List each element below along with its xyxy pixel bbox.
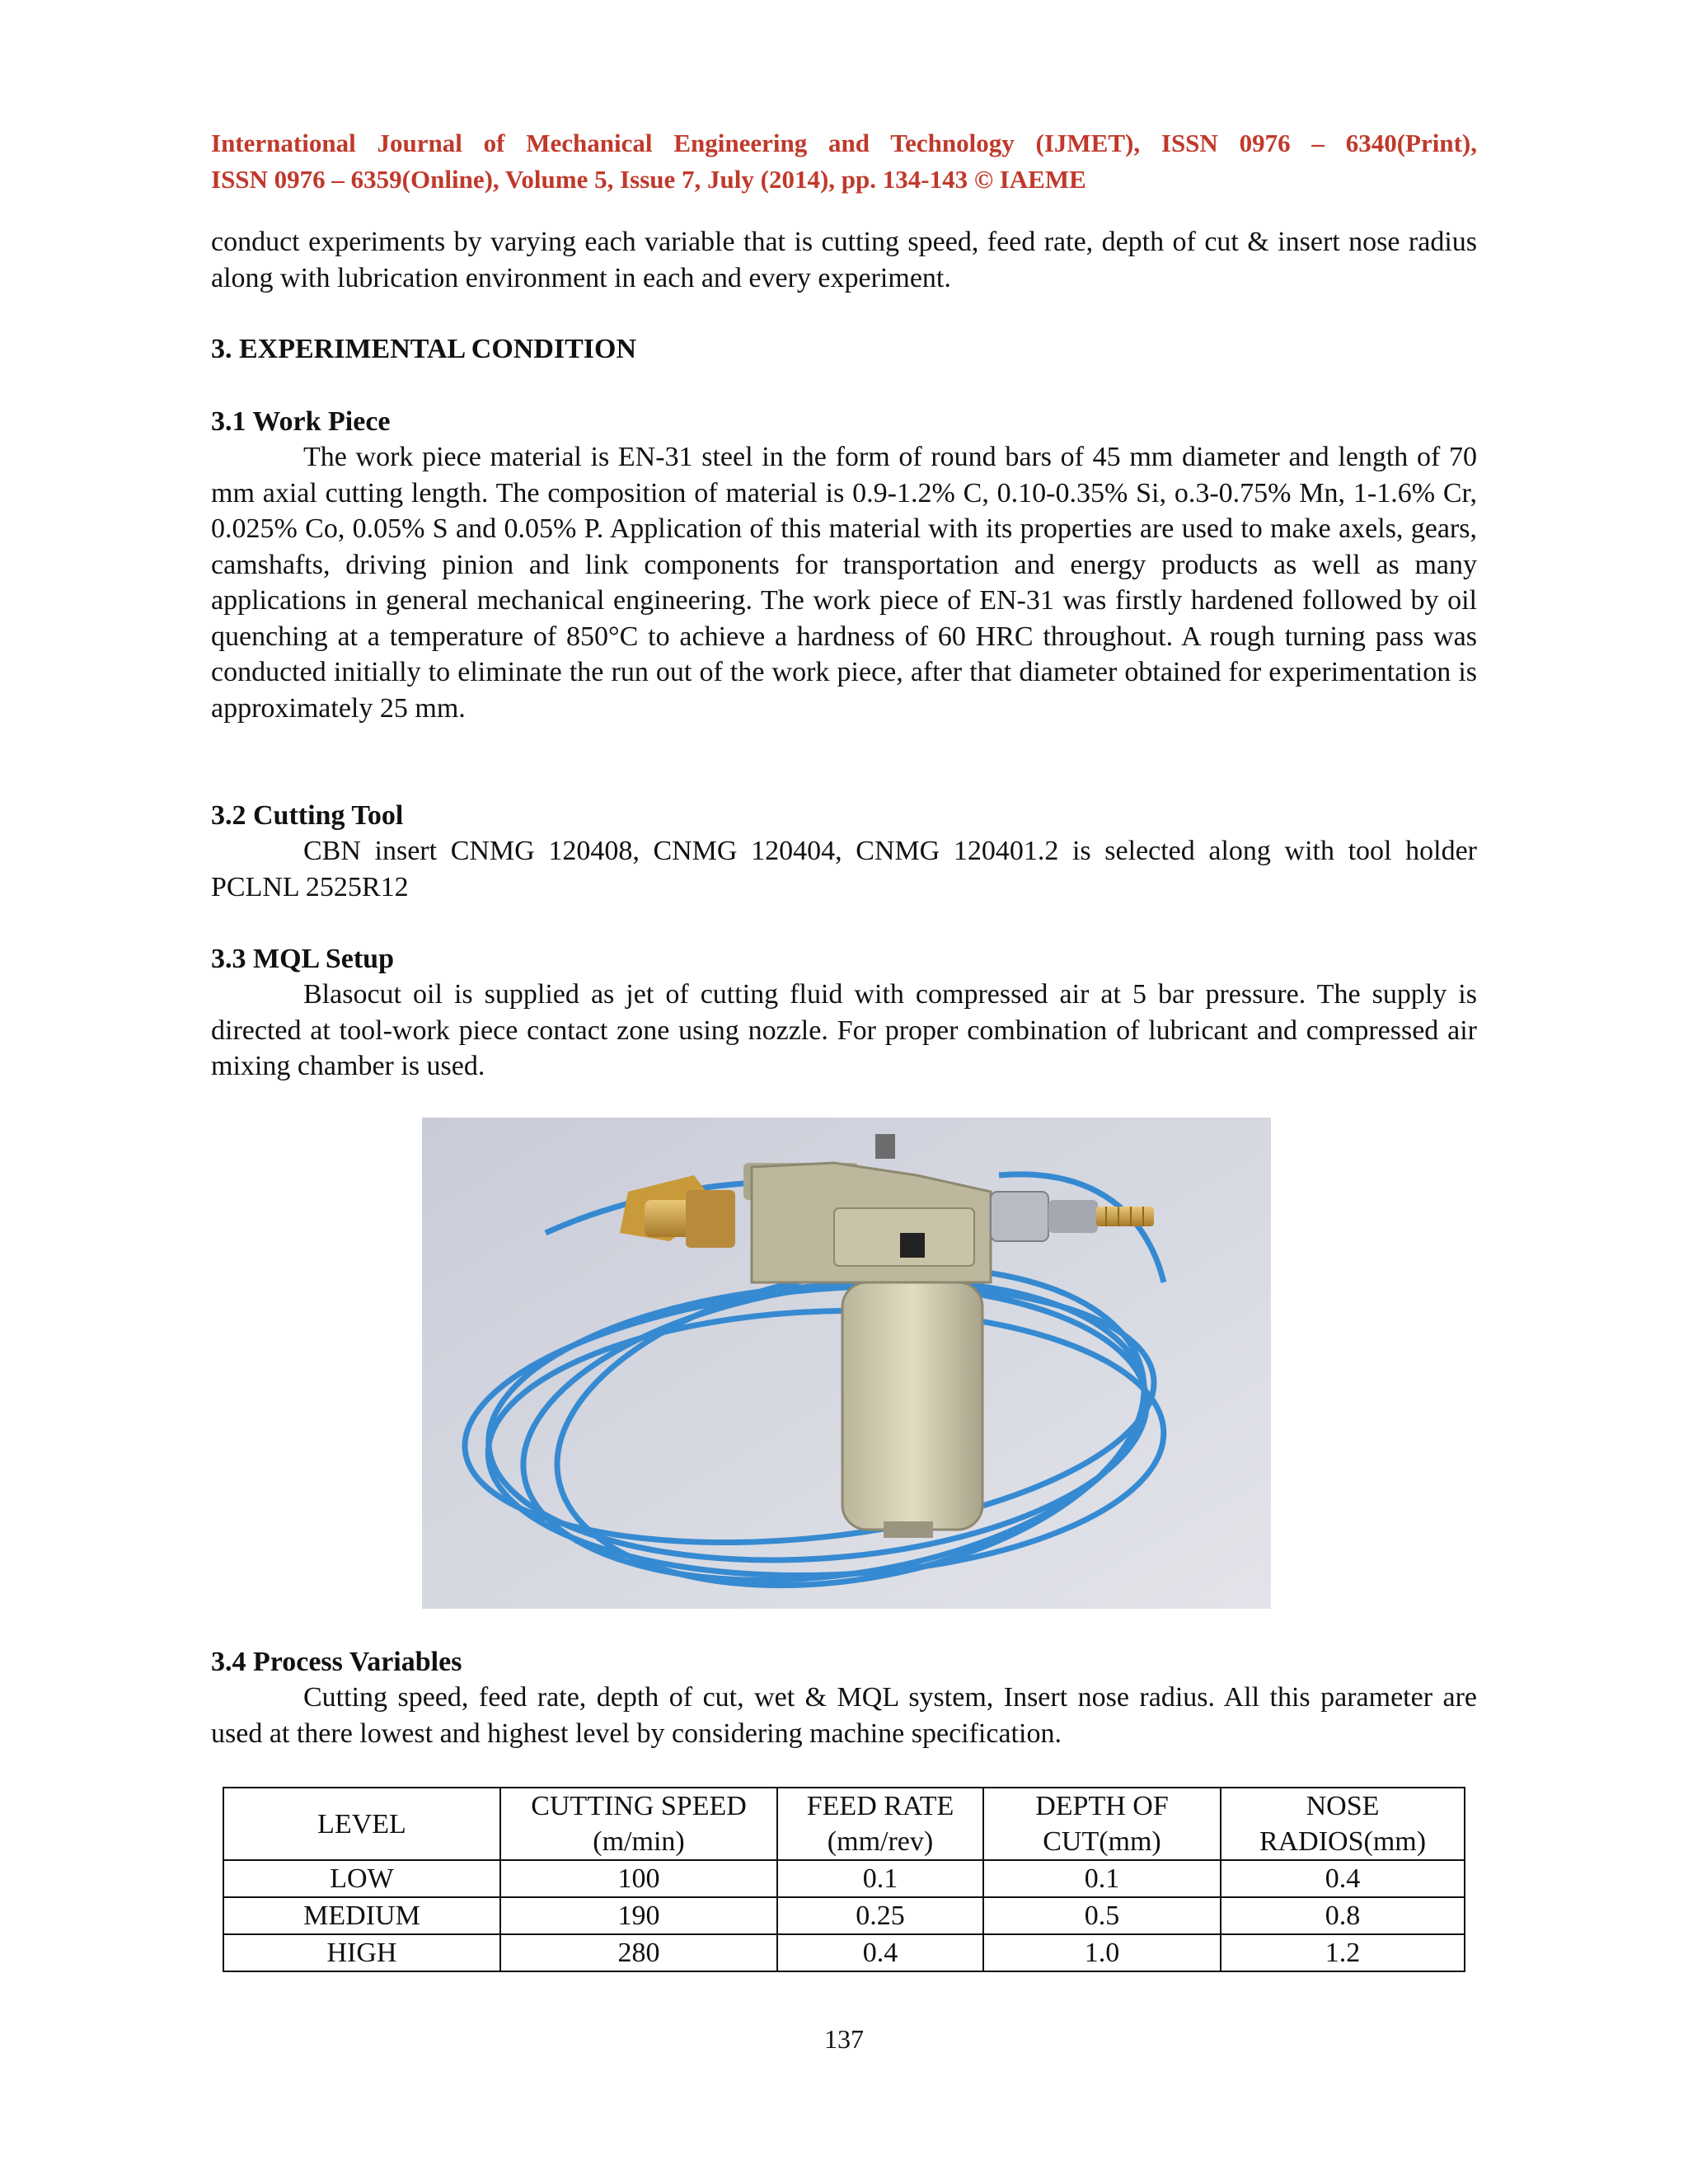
table-header-row bbox=[223, 1788, 1465, 1860]
table-header-cell: DEPTH OF CUT(mm) bbox=[983, 1788, 1221, 1860]
table-cell: 190 bbox=[500, 1897, 777, 1934]
section-3-heading: 3. EXPERIMENTAL CONDITION bbox=[211, 334, 637, 364]
table-header-cell: FEED RATE (mm/rev) bbox=[777, 1788, 983, 1860]
table-header-cell: NOSE RADIOS(mm) bbox=[1221, 1788, 1465, 1860]
table-cell: LOW bbox=[223, 1860, 500, 1897]
journal-header-line-2: ISSN 0976 – 6359(Online), Volume 5, Issue 7, July (2014), pp. 134-143 © IAEME bbox=[211, 165, 1086, 194]
mql-setup-photo bbox=[422, 1118, 1271, 1609]
table-cell: 0.8 bbox=[1221, 1897, 1465, 1934]
intro-paragraph: conduct experiments by varying each variable that is cutting speed, feed rate, depth of cut & insert nose radius along with lubrication environment in each and every experiment. bbox=[211, 227, 1477, 293]
mql-device-illustration bbox=[422, 1118, 1271, 1609]
table-header-cell: LEVEL bbox=[223, 1788, 500, 1860]
table-cell: 0.4 bbox=[777, 1934, 983, 1971]
table-cell: 0.1 bbox=[777, 1860, 983, 1897]
table-cell: 1.0 bbox=[983, 1934, 1221, 1971]
table-row bbox=[223, 1897, 1465, 1934]
section-3-1-text: The work piece material is EN-31 steel in the form of round bars of 45 mm diameter and length of 70 mm axial cutting length. The composition of material is 0.9-1.2% C, 0.10-0.35% Si, o.3-0.75% Mn, 1-1.6% Cr, 0.025% Co, 0.05% S and 0.05% P. Application of this material with its properties are used to make axels, gears, camshafts, driving pinion and link components for transportation and energy products as well as many applications in general mechanical engineering. The work piece of EN-31 was firstly hardened followed by oil quenching at a temperature of 850°C to achieve a hardness of 60 HRC throughout. A rough turning pass was conducted initially to eliminate the run out of the work piece, after that diameter obtained for experimentation is approximately 25 mm. bbox=[211, 442, 1477, 724]
table-cell: 100 bbox=[500, 1860, 777, 1897]
section-3-3-text: Blasocut oil is supplied as jet of cutting fluid with compressed air at 5 bar pressure. The supply is directed at tool-work piece contact zone using nozzle. For proper combination of lubricant and compressed air mixing chamber is used. bbox=[211, 979, 1477, 1081]
section-3-4-text: Cutting speed, feed rate, depth of cut, wet & MQL system, Insert nose radius. All this parameter are used at there lowest and highest level by considering machine specification. bbox=[211, 1682, 1477, 1749]
table-cell: 0.4 bbox=[1221, 1860, 1465, 1897]
process-variables-table bbox=[223, 1787, 1465, 1972]
section-3-1-heading: 3.1 Work Piece bbox=[211, 406, 391, 437]
table-row bbox=[223, 1934, 1465, 1971]
section-3-2-heading: 3.2 Cutting Tool bbox=[211, 800, 404, 831]
section-3-2-text: CBN insert CNMG 120408, CNMG 120404, CNMG 120401.2 is selected along with tool holder PCLNL 2525R12 bbox=[211, 836, 1477, 902]
journal-header bbox=[211, 125, 1477, 198]
table-cell: 0.25 bbox=[777, 1897, 983, 1934]
table-cell: 280 bbox=[500, 1934, 777, 1971]
table-header-cell: CUTTING SPEED (m/min) bbox=[500, 1788, 777, 1860]
table-cell: 1.2 bbox=[1221, 1934, 1465, 1971]
table-cell: 0.5 bbox=[983, 1897, 1221, 1934]
page-number: 137 bbox=[824, 2024, 864, 2054]
section-3-3-heading: 3.3 MQL Setup bbox=[211, 944, 394, 974]
journal-header-line-1: International Journal of Mechanical Engineering and Technology (IJMET), ISSN 0976 – 6340(Print), bbox=[211, 129, 1477, 157]
table-row bbox=[223, 1860, 1465, 1897]
table-cell: HIGH bbox=[223, 1934, 500, 1971]
table-cell: MEDIUM bbox=[223, 1897, 500, 1934]
section-3-4-heading: 3.4 Process Variables bbox=[211, 1647, 462, 1677]
table-cell: 0.1 bbox=[983, 1860, 1221, 1897]
